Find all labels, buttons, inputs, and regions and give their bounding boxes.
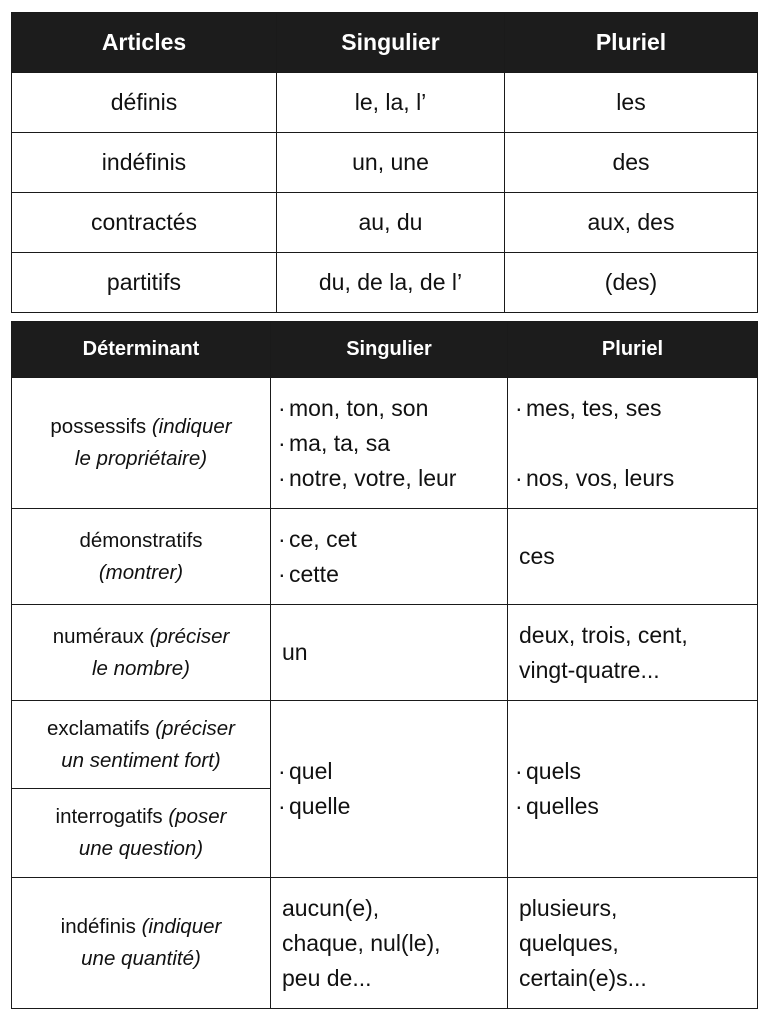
demonstratifs-pluriel: ces [508, 509, 758, 605]
category-name: indéfinis [60, 915, 136, 938]
list-item: ce, cet [289, 525, 357, 552]
list-item: nos, vos, leurs [526, 464, 675, 491]
table-row [12, 73, 758, 133]
category-note: une question) [78, 837, 204, 860]
numeraux-pluriel [508, 605, 758, 701]
category-note: (poser [168, 805, 227, 828]
article-pluriel: des [505, 133, 758, 193]
category-exclamatifs [12, 701, 271, 789]
header-pluriel: Pluriel [508, 322, 758, 378]
category-note: (préciser [149, 624, 230, 648]
list-item: aucun(e), [282, 894, 380, 921]
list-item: quelle [289, 793, 351, 819]
bullet-icon: · [278, 560, 286, 587]
category-name: possessifs [50, 415, 147, 438]
header-determinant: Déterminant [12, 322, 271, 378]
header-pluriel: Pluriel [505, 13, 758, 73]
bullet-icon: · [278, 758, 286, 784]
table-row [12, 878, 758, 1009]
article-type: contractés [12, 193, 277, 253]
demonstratifs-singulier [271, 509, 508, 605]
numeraux-singulier: un [271, 605, 508, 701]
article-pluriel: aux, des [505, 193, 758, 253]
category-interrogatifs [12, 789, 271, 878]
article-singulier: au, du [277, 193, 505, 253]
list-item: quelques, [519, 929, 619, 956]
determinants-header-row [12, 322, 758, 378]
category-note: le nombre) [92, 656, 190, 680]
list-item: quel [289, 758, 333, 784]
exclam-interrog-singulier [271, 701, 508, 878]
category-demonstratifs [12, 509, 271, 605]
bullet-icon: · [278, 525, 286, 552]
table-row [12, 605, 758, 701]
bullet-icon: · [278, 464, 286, 491]
list-item: peu de... [282, 964, 372, 991]
list-item: ma, ta, sa [289, 429, 390, 456]
list-item: chaque, nul(le), [282, 929, 441, 956]
article-type: partitifs [12, 253, 277, 313]
category-possessifs [12, 378, 271, 509]
article-singulier: du, de la, de l’ [277, 253, 505, 313]
category-note: une quantité) [81, 947, 201, 970]
article-type: indéfinis [12, 133, 277, 193]
article-singulier: un, une [277, 133, 505, 193]
list-item: certain(e)s... [519, 964, 647, 991]
category-numeraux [12, 605, 271, 701]
bullet-icon: · [515, 394, 523, 421]
indefinis-pluriel [508, 878, 758, 1009]
table-row [12, 378, 758, 509]
table-row [12, 133, 758, 193]
category-note: le propriétaire) [74, 447, 208, 470]
determinants-table [11, 321, 758, 1009]
header-singulier: Singulier [271, 322, 508, 378]
article-singulier: le, la, l’ [277, 73, 505, 133]
indefinis-singulier [271, 878, 508, 1009]
bullet-icon: · [278, 394, 286, 421]
table-row [12, 509, 758, 605]
bullet-icon: · [278, 429, 286, 456]
table-row [12, 701, 758, 789]
table-row [12, 193, 758, 253]
bullet-icon: · [515, 793, 523, 819]
list-item: mes, tes, ses [526, 394, 662, 421]
list-item: vingt-quatre... [519, 656, 660, 683]
category-indefinis [12, 878, 271, 1009]
category-note: (indiquer [151, 415, 232, 438]
list-item: notre, votre, leur [289, 464, 457, 491]
category-note: (indiquer [141, 915, 222, 938]
category-name: démonstratifs [79, 528, 203, 552]
category-note: (préciser [155, 716, 235, 740]
list-item: quels [526, 758, 581, 784]
articles-header-row [12, 13, 758, 73]
table-row [12, 253, 758, 313]
article-pluriel: les [505, 73, 758, 133]
category-note: un sentiment fort) [61, 748, 221, 772]
list-item: mon, ton, son [289, 394, 429, 421]
article-type: définis [12, 73, 277, 133]
list-item: plusieurs, [519, 894, 618, 921]
list-item: cette [289, 560, 339, 587]
bullet-icon: · [515, 464, 523, 491]
category-name: numéraux [52, 624, 144, 648]
list-item: quelles [526, 793, 599, 819]
header-articles: Articles [12, 13, 277, 73]
header-singulier: Singulier [277, 13, 505, 73]
possessifs-singulier [271, 378, 508, 509]
category-name: exclamatifs [47, 716, 150, 740]
category-note: (montrer) [98, 560, 184, 584]
category-name: interrogatifs [55, 805, 163, 828]
list-item: deux, trois, cent, [519, 621, 688, 648]
possessifs-pluriel [508, 378, 758, 509]
articles-table [11, 12, 758, 313]
bullet-icon: · [515, 758, 523, 784]
article-pluriel: (des) [505, 253, 758, 313]
exclam-interrog-pluriel [508, 701, 758, 878]
bullet-icon: · [278, 793, 286, 819]
